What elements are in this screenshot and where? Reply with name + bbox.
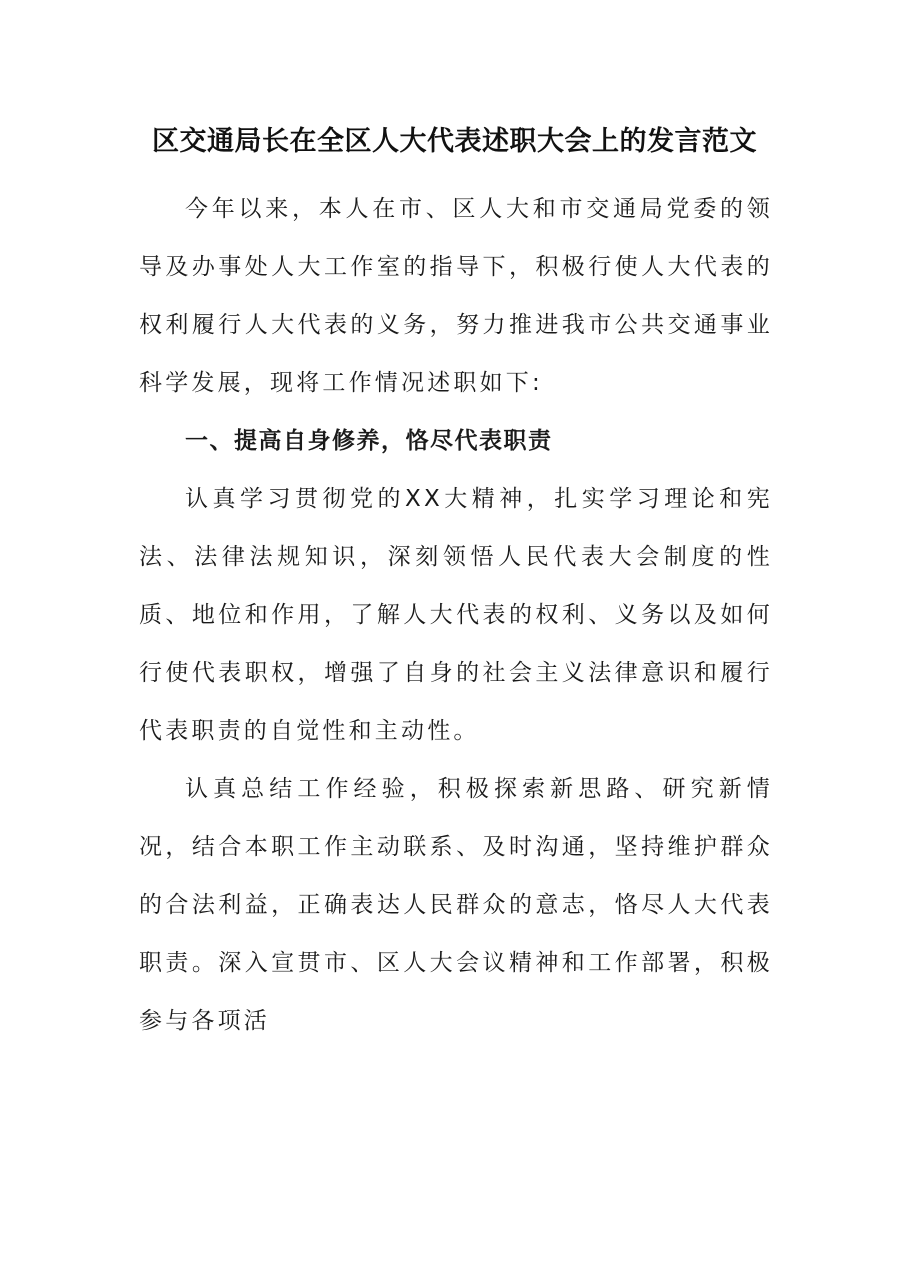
document-title: 区交通局长在全区人大代表述职大会上的发言范文 — [152, 126, 757, 157]
section-heading: 一、提高自身修养，恪尽代表职责 — [185, 428, 553, 454]
document-body — [139, 180, 773, 1050]
intro-paragraph: 今年以来，本人在市、区人大和市交通局党委的领导及办事处人大工作室的指导下，积极行使人大代表的权利履行人大代表的义务，努力推进我市公共交通事业科学发展，现将工作情况述职如下: — [139, 196, 773, 396]
body-paragraph: 认真总结工作经验，积极探索新思路、研究新情况，结合本职工作主动联系、及时沟通，坚持维护群众的合法利益，正确表达人民群众的意志，恪尽人大代表职责。深入宣贯市、区人大会议精神和工作部署，积极参与各项活 — [139, 776, 773, 1034]
body-paragraph: 认真学习贯彻党的XX大精神，扎实学习理论和宪法、法律法规知识，深刻领悟人民代表大会制度的性质、地位和作用，了解人大代表的权利、义务以及如何行使代表职权，增强了自身的社会主义法律意识和履行代表职责的自觉性和主动性。 — [139, 486, 773, 744]
